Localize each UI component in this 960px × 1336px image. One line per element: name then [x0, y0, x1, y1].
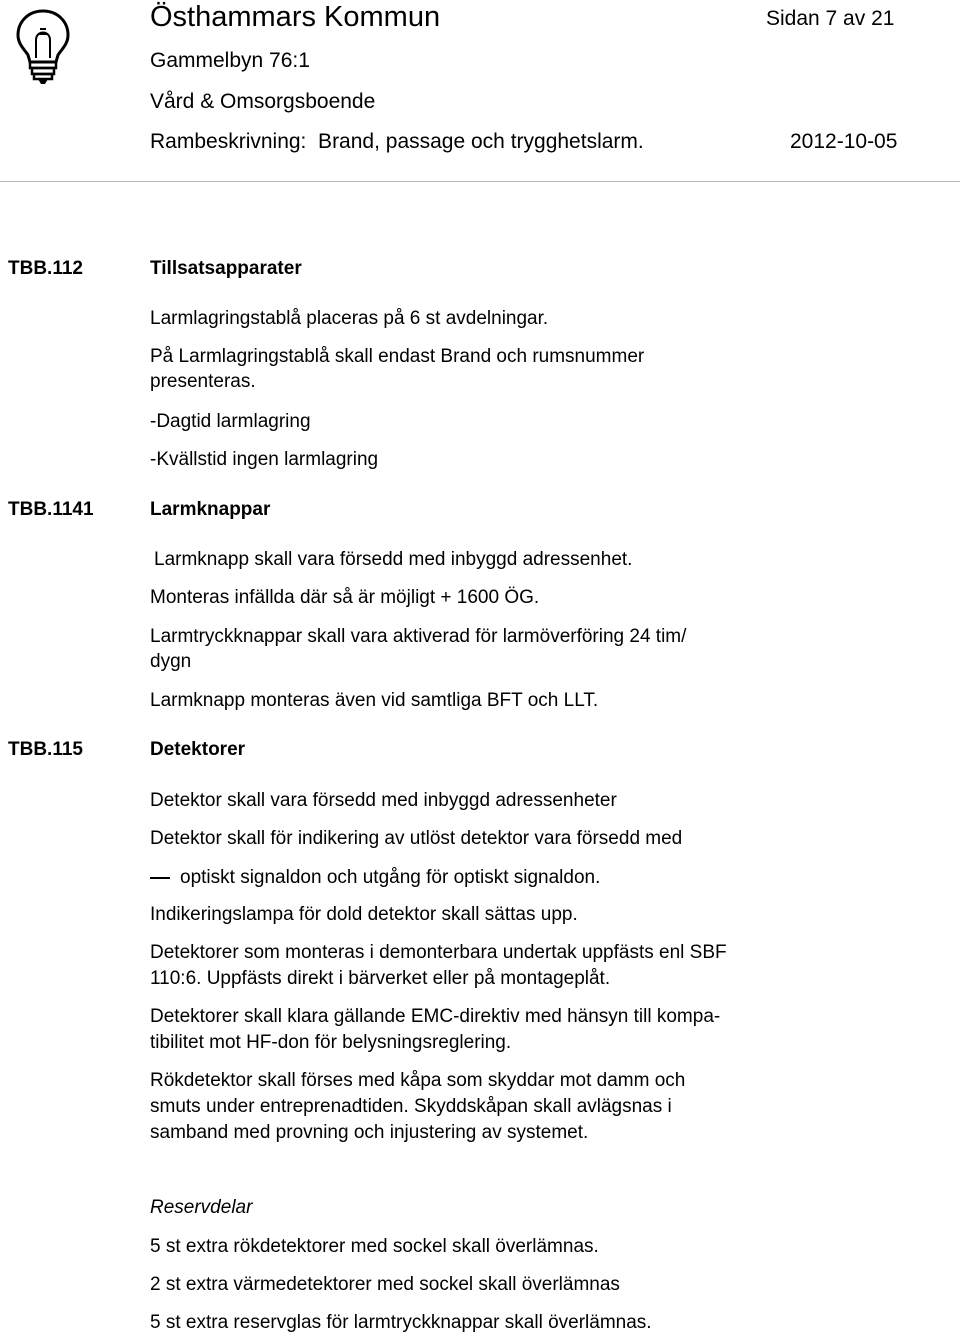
municipality-title: Östhammars Kommun	[150, 1, 441, 33]
body-line: smuts under entreprenadtiden. Skyddskåpan skall avlägsnas i	[150, 1096, 672, 1117]
section-code: TBB.115	[8, 739, 83, 760]
body-line: Larmlagringstablå placeras på 6 st avdelningar.	[150, 308, 549, 329]
body-line: Detektor skall vara försedd med inbyggd adressenheter	[150, 790, 617, 811]
section-heading: Tillsatsapparater	[150, 258, 302, 279]
section-heading: Larmknappar	[150, 499, 271, 520]
body-line: Larmknapp monteras även vid samtliga BFT och LLT.	[150, 690, 599, 711]
body-line: På Larmlagringstablå skall endast Brand och rumsnummer	[150, 346, 645, 367]
body-line: Detektor skall för indikering av utlöst detektor vara försedd med	[150, 828, 683, 849]
section-heading: Detektorer	[150, 739, 246, 760]
description-label: Rambeskrivning: Brand, passage och trygghetslarm.	[150, 130, 644, 153]
body-line: optiskt signaldon och utgång för optiskt signaldon.	[180, 867, 601, 888]
body-line: Indikeringslampa för dold detektor skall sättas upp.	[150, 904, 578, 925]
body-line: Monteras infällda där så är möjligt + 1600 ÖG.	[150, 587, 540, 608]
body-line: Rökdetektor skall förses med kåpa som skyddar mot damm och	[150, 1070, 686, 1091]
header-divider	[0, 181, 960, 182]
page-indicator: Sidan 7 av 21	[766, 7, 895, 30]
body-line: -Dagtid larmlagring	[150, 411, 311, 432]
light-bulb-icon	[14, 8, 72, 86]
section-code: TBB.112	[8, 258, 83, 279]
section-code: TBB.1141	[8, 499, 94, 520]
document-date: 2012-10-05	[790, 130, 898, 153]
body-line: -Kvällstid ingen larmlagring	[150, 449, 379, 470]
body-line: tibilitet mot HF-don för belysningsreglering.	[150, 1032, 512, 1053]
body-line: Detektorer som monteras i demonterbara undertak uppfästs enl SBF	[150, 942, 727, 963]
body-line: samband med provning och injustering av systemet.	[150, 1122, 589, 1143]
list-dash	[150, 877, 170, 879]
body-line: Larmtryckknappar skall vara aktiverad för larmöverföring 24 tim/	[150, 626, 687, 647]
body-line: 110:6. Uppfästs direkt i bärverket eller på montageplåt.	[150, 968, 611, 989]
body-line: 2 st extra värmedetektorer med sockel skall överlämnas	[150, 1274, 620, 1295]
body-line: 5 st extra rökdetektorer med sockel skall överlämnas.	[150, 1236, 599, 1257]
body-line: Detektorer skall klara gällande EMC-direktiv med hänsyn till kompa-	[150, 1006, 721, 1027]
body-line: Larmknapp skall vara försedd med inbyggd adressenhet.	[154, 549, 633, 570]
body-line: presenteras.	[150, 371, 256, 392]
body-line: dygn	[150, 651, 192, 672]
body-line: 5 st extra reservglas för larmtryckknappar skall överlämnas.	[150, 1312, 652, 1333]
property-label: Gammelbyn 76:1	[150, 49, 310, 72]
spare-parts-heading: Reservdelar	[150, 1197, 253, 1218]
facility-label: Vård & Omsorgsboende	[150, 90, 376, 113]
